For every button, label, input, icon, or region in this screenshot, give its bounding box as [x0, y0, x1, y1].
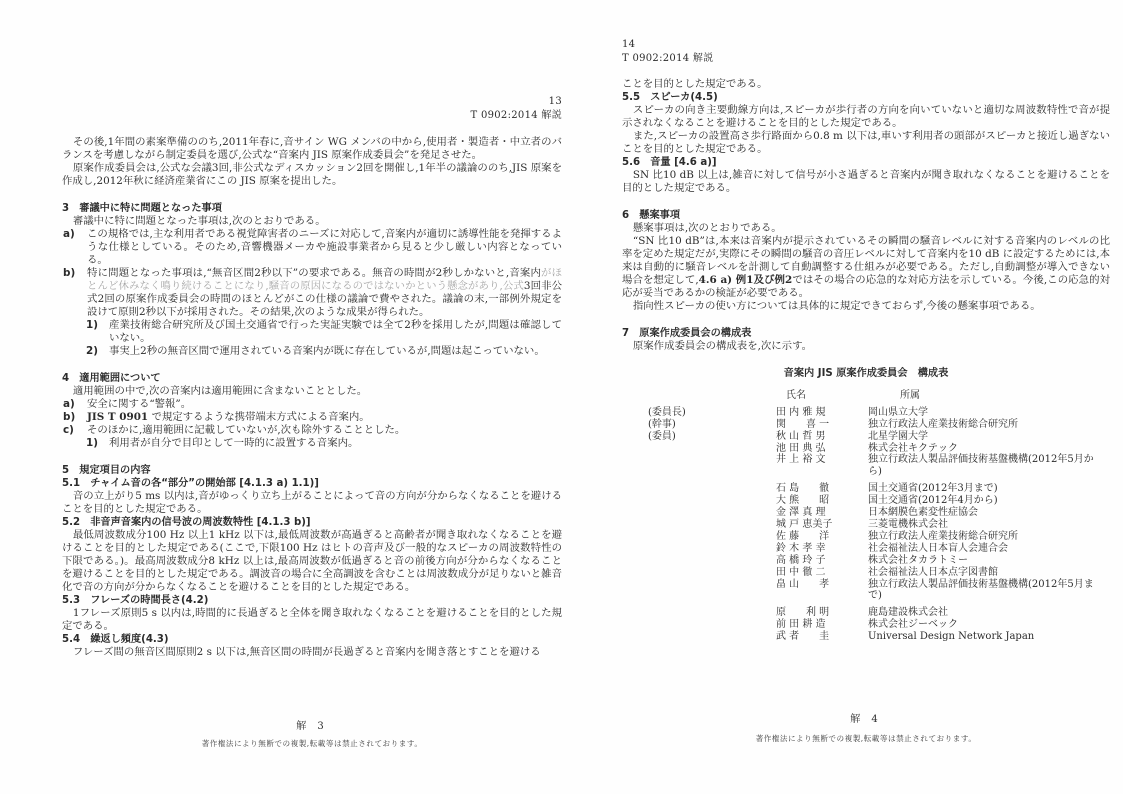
committee-role: [648, 443, 776, 455]
text-block: [62, 385, 562, 398]
committee-row: [622, 431, 1110, 443]
committee-member-name: 池 田 典 弘: [776, 442, 826, 454]
text-block: [62, 398, 562, 411]
committee-row: [622, 454, 1110, 478]
committee-row: [622, 619, 1110, 631]
section-heading: [62, 633, 562, 646]
section-heading: [622, 156, 1110, 169]
list-item-label: 1): [86, 437, 98, 449]
text-run: 1フレーズ原則5 s 以内は,時間的に長過ぎると全体を聞き取れなくなることを避けることを目的とした規定である。: [62, 607, 562, 632]
copyright-note: 著作権法により無断での複製,転載等は禁止されております。: [201, 739, 423, 748]
page-body: [62, 136, 562, 659]
text-block: [622, 235, 1110, 300]
committee-role: [648, 619, 776, 631]
committee-row: [622, 543, 1110, 555]
committee-member-name: 大 熊 昭: [776, 495, 830, 507]
page-number: 14: [622, 39, 636, 50]
text-block: [62, 228, 562, 267]
list-item-label: 2): [86, 345, 98, 357]
page-14: [622, 38, 1110, 780]
text-run: がほとんど休みなく鳴り続けることになり,騒音の原因になるのではないかという懸念があり,公式: [87, 267, 563, 292]
text-block: [622, 340, 1110, 353]
text-run: 審議中に特に問題となった事項は,次のとおりである。: [72, 215, 326, 227]
committee-affiliation: 株式会社ジーベック: [868, 619, 958, 631]
text-run: SN 比10 dB 以上は,雑音に対して信号が小さ過ぎると音案内が聞き取れなくなることを避けることを目的とした規定である。: [622, 169, 1110, 194]
text-run: 4.6 a) 例1及び例2: [698, 274, 793, 286]
committee-row: [622, 483, 1110, 495]
committee-affiliation: 鹿島建設株式会社: [868, 607, 948, 619]
text-run: 4 適用範囲について: [62, 373, 161, 384]
section-heading: [622, 91, 1110, 104]
text-block: [62, 267, 562, 319]
committee-role: [648, 543, 776, 555]
section-heading: [62, 464, 562, 477]
list-item-label: b): [63, 411, 76, 423]
section-heading: [62, 594, 562, 607]
committee-affiliation: 北星学園大学: [868, 430, 928, 442]
copyright-note: 著作権法により無断での複製,転載等は禁止されております。: [755, 734, 977, 743]
text-run: で規定するような携帯端末方式による音案内。: [148, 411, 370, 423]
text-run: スピーカの向き主要動線方向は,スピーカが歩行者の方向を向いていないと適切な周波数特性で音が提示されなくなることを避けることを目的とした規定である。: [622, 104, 1110, 129]
committee-member-name: 武 者 圭: [776, 631, 830, 643]
text-block: [622, 130, 1110, 156]
text-run: 懸案事項は,次のとおりである。: [632, 222, 782, 234]
committee-row: [622, 443, 1110, 455]
committee-affiliation: 社会福祉法人日本盲人会連合会: [868, 542, 1008, 554]
text-run: 5.6 音量 [4.6 a)]: [622, 157, 717, 168]
text-run: 原案作成委員会の構成表を,次に示す。: [632, 340, 813, 352]
text-run: フレーズ間の無音区間原則2 s 以下は,無音区間の時間が長過ぎると音案内を聞き落とすことを避ける: [72, 646, 541, 658]
text-run: 指向性スピーカの使い方については具体的に規定できておらず,今後の懸案事項である。: [632, 300, 1041, 312]
committee-member-name: 鈴 木 孝 幸: [776, 542, 826, 554]
committee-affiliation: 三菱電機株式会社: [868, 518, 948, 530]
committee-member-name: 前 田 耕 造: [776, 619, 826, 631]
committee-role: [648, 519, 776, 531]
text-run: 音の立上がり5 ms 以内は,音がゆっくり立ち上がることによって音の方向が分からなくなることを避けることを目的とした規定である。: [62, 490, 562, 515]
text-block: [62, 424, 562, 437]
text-run: 5.5 スピーカ(4.5): [622, 92, 718, 103]
committee-row: [622, 579, 1110, 603]
text-run: 適用範囲の中で,次の音案内は適用範囲に含まないこととした。: [72, 385, 368, 397]
text-run: ことを目的とした規定である。: [622, 78, 768, 90]
committee-row: [622, 631, 1110, 643]
committee-affiliation: 株式会社タカラトミー: [868, 554, 968, 566]
text-run: 安全に関する“警報”。: [87, 398, 192, 410]
text-block: [622, 104, 1110, 130]
committee-row: [622, 531, 1110, 543]
text-run: 5.3 フレーズの時間長さ(4.2): [62, 595, 209, 606]
text-run: 3 審議中に特に問題となった事項: [62, 203, 222, 214]
committee-member-name: 原 利 明: [776, 607, 830, 619]
committee-affiliation: 独立行政法人製品評価技術基盤機構(2012年5月まで): [868, 578, 1094, 602]
committee-affiliation: 国土交通省(2012年3月まで): [868, 483, 998, 495]
text-run: この規格では,主な利用者である視覚障害者のニーズに対応して,音案内が適切に誘導性能を発揮するような仕様としている。そのため,音響機器メーカや施設事業者から見ると少し厳しい内容となっている。: [87, 228, 562, 266]
text-block: [62, 607, 562, 633]
text-run: 5.1 チャイム音の各“部分”の開始部 [4.1.3 a) 1.1)]: [62, 478, 319, 489]
list-item-label: a): [63, 228, 75, 240]
text-block: [62, 215, 562, 228]
text-run: そのほかに,適用範囲に記載していないが,次も除外することとした。: [87, 424, 406, 436]
committee-row: [622, 555, 1110, 567]
committee-role: [648, 607, 776, 619]
committee-affiliation: 独立行政法人製品評価技術基盤機構(2012年5月から): [868, 454, 1094, 478]
committee-role: [648, 495, 776, 507]
text-run: また,スピーカの設置高さ歩行路面から0.8 m 以下は,車いす利用者の頭部がスピーカと接近し過ぎないことを目的とした規定である。: [622, 130, 1110, 155]
text-block: [62, 490, 562, 516]
committee-role: (委員): [648, 430, 676, 442]
column-header-affiliation: 所属: [900, 389, 920, 401]
text-run: 3回非公式2回の原案作成委員会の時間のほとんどがこの仕様の議論で費やされた。議論の末,一部例外規定を設けて原則2秒以下が採用された。その結果,次のような成果が得られた。: [87, 280, 562, 318]
committee-member-name: 関 喜 一: [776, 418, 830, 430]
text-run: 6 懸案事項: [622, 210, 681, 221]
page-footer-label: 解 3: [296, 721, 328, 732]
committee-role: (幹事): [648, 418, 676, 430]
committee-table-header: [622, 390, 1110, 402]
text-block: [62, 319, 562, 345]
column-header-name: 氏名: [786, 389, 806, 401]
committee-role: [648, 531, 776, 543]
committee-role: [648, 631, 776, 643]
text-block: [622, 78, 1110, 91]
committee-row: [622, 519, 1110, 531]
page-13: [62, 95, 562, 775]
section-heading: [62, 372, 562, 385]
text-block: [622, 300, 1110, 313]
text-run: その後,1年間の素案準備ののち,2011年春に,音サイン WG メンバの中から,使用者・製造者・中立者のバランスを考慮しながら制定委員を選び,公式な“音案内 JIS 原案作成委員会”を発足させた。: [62, 136, 562, 161]
text-block: [622, 169, 1110, 195]
committee-member-name: 城 戸 恵美子: [776, 518, 833, 530]
list-item-label: 1): [86, 319, 98, 331]
text-block: [62, 162, 562, 188]
list-item-label: c): [63, 424, 74, 436]
text-run: 事実上2秒の無音区間で運用されている音案内が既に存在しているが,問題は起こっていない。: [109, 345, 545, 357]
section-heading: [62, 477, 562, 490]
committee-role: [648, 555, 776, 567]
standard-reference: T 0902:2014 解説: [470, 110, 562, 121]
text-run: 最低周波数成分100 Hz 以上1 kHz 以下は,最低周波数が高過ぎると高齢者が聞き取れなくなることを避けることを目的とした規定である(ここで,下限100 Hz はヒトの音声及び一般的なスピーカの周波数特性の下限である。)。最高周波数成分8 kHz 以上は,最高周波数が低過ぎると音の前後方向が分からなくなることを避けることを目的とした規定である。調波音の場合に全高調波を含むことは周波数成分が足りないと雑音化で音の方向が分からなくなることを避けることを目的とした規定である。: [62, 529, 562, 593]
committee-row: [622, 407, 1110, 419]
section-heading: [62, 516, 562, 529]
standard-reference: T 0902:2014 解説: [622, 53, 714, 64]
committee-member-name: 田 内 雅 規: [776, 406, 826, 418]
committee-member-name: 井 上 裕 文: [776, 454, 826, 466]
committee-row: [622, 495, 1110, 507]
committee-affiliation: 国土交通省(2012年4月から): [868, 495, 998, 507]
text-run: 5 規定項目の内容: [62, 465, 151, 476]
page-number: 13: [548, 96, 562, 107]
text-block: [62, 345, 562, 358]
list-item-label: a): [63, 398, 75, 410]
section-heading: [62, 202, 562, 215]
committee-member-name: 佐 藤 洋: [776, 530, 830, 542]
committee-member-name: 高 橋 玲 子: [776, 554, 826, 566]
section-heading: [622, 327, 1110, 340]
text-run: ではその場合の応急的な対応方法を示している。今後,この応急的対応が妥当であるかの検証が必要である。: [622, 274, 1110, 299]
committee-affiliation: 株式会社キクテック: [868, 442, 958, 454]
column-spacer: [648, 390, 776, 402]
committee-row: [622, 419, 1110, 431]
text-run: JIS T 0901: [87, 411, 149, 423]
committee-affiliation: Universal Design Network Japan: [868, 631, 1035, 643]
text-block: [62, 437, 562, 450]
text-run: 原案作成委員会は,公式な会議3回,非公式なディスカッション2回を開催し,1年半の議論ののち,JIS 原案を作成し,2012年秋に経済産業省にこの JIS 原案を提出した。: [62, 162, 562, 187]
committee-table: [622, 368, 1110, 643]
committee-role: [648, 579, 776, 603]
text-run: 利用者が自分で目印として一時的に設置する音案内。: [109, 437, 359, 449]
text-run: 5.4 繰返し頻度(4.3): [62, 634, 169, 645]
text-block: [62, 646, 562, 659]
text-block: [622, 222, 1110, 235]
text-run: 5.2 非音声音案内の信号波の周波数特性 [4.1.3 b)]: [62, 517, 311, 528]
page-footer-label: 解 4: [850, 714, 882, 725]
committee-rows: [622, 407, 1110, 643]
text-run: 特に問題となった事項は,“無音区間2秒以下”の要求である。無音の時間が2秒しかないと,音案内: [87, 267, 542, 279]
committee-role: [648, 454, 776, 478]
committee-affiliation: 日本網膜色素変性症協会: [868, 507, 978, 519]
committee-member-name: 石 島 徹: [776, 483, 830, 495]
committee-row: [622, 607, 1110, 619]
page-header-left: [62, 95, 562, 123]
committee-member-name: 秋 山 哲 男: [776, 430, 826, 442]
page-header-right: [622, 38, 1110, 66]
committee-member-name: 金 澤 真 理: [776, 507, 826, 519]
committee-affiliation: 社会福祉法人日本点字図書館: [868, 566, 998, 578]
committee-role: (委員長): [648, 406, 686, 418]
page-body: [622, 78, 1110, 353]
committee-member-name: 畠 山 孝: [776, 578, 830, 590]
committee-role: [648, 507, 776, 519]
text-block: [62, 529, 562, 594]
committee-affiliation: 岡山県立大学: [868, 406, 928, 418]
text-run: “SN 比10 dB”は,本来は音案内が提示されているその瞬間の騒音レベルに対する音案内のレベルの比率を定めた規定だが,実際にその瞬間の騒音の音圧レベルに対して音案内を10 dB に設定するためには,本来は自動的に騒音レベルを計測して自動調整する仕組みが必要である。ただし,自動調整が導入できない場合を想定して,: [622, 235, 1110, 286]
text-block: [62, 411, 562, 424]
committee-row: [622, 507, 1110, 519]
list-item-label: b): [63, 267, 76, 279]
committee-affiliation: 独立行政法人産業技術総合研究所: [868, 418, 1018, 430]
committee-member-name: 田 中 徹 二: [776, 566, 826, 578]
text-run: 産業技術総合研究所及び国土交通省で行った実証実験では全て2秒を採用したが,問題は確認していない。: [109, 319, 562, 344]
committee-role: [648, 483, 776, 495]
committee-affiliation: 独立行政法人産業技術総合研究所: [868, 530, 1018, 542]
text-run: 7 原案作成委員会の構成表: [622, 328, 752, 339]
text-block: [62, 136, 562, 162]
section-heading: [622, 209, 1110, 222]
committee-role: [648, 567, 776, 579]
committee-table-title: 音案内 JIS 原案作成委員会 構成表: [783, 368, 949, 379]
committee-row: [622, 567, 1110, 579]
